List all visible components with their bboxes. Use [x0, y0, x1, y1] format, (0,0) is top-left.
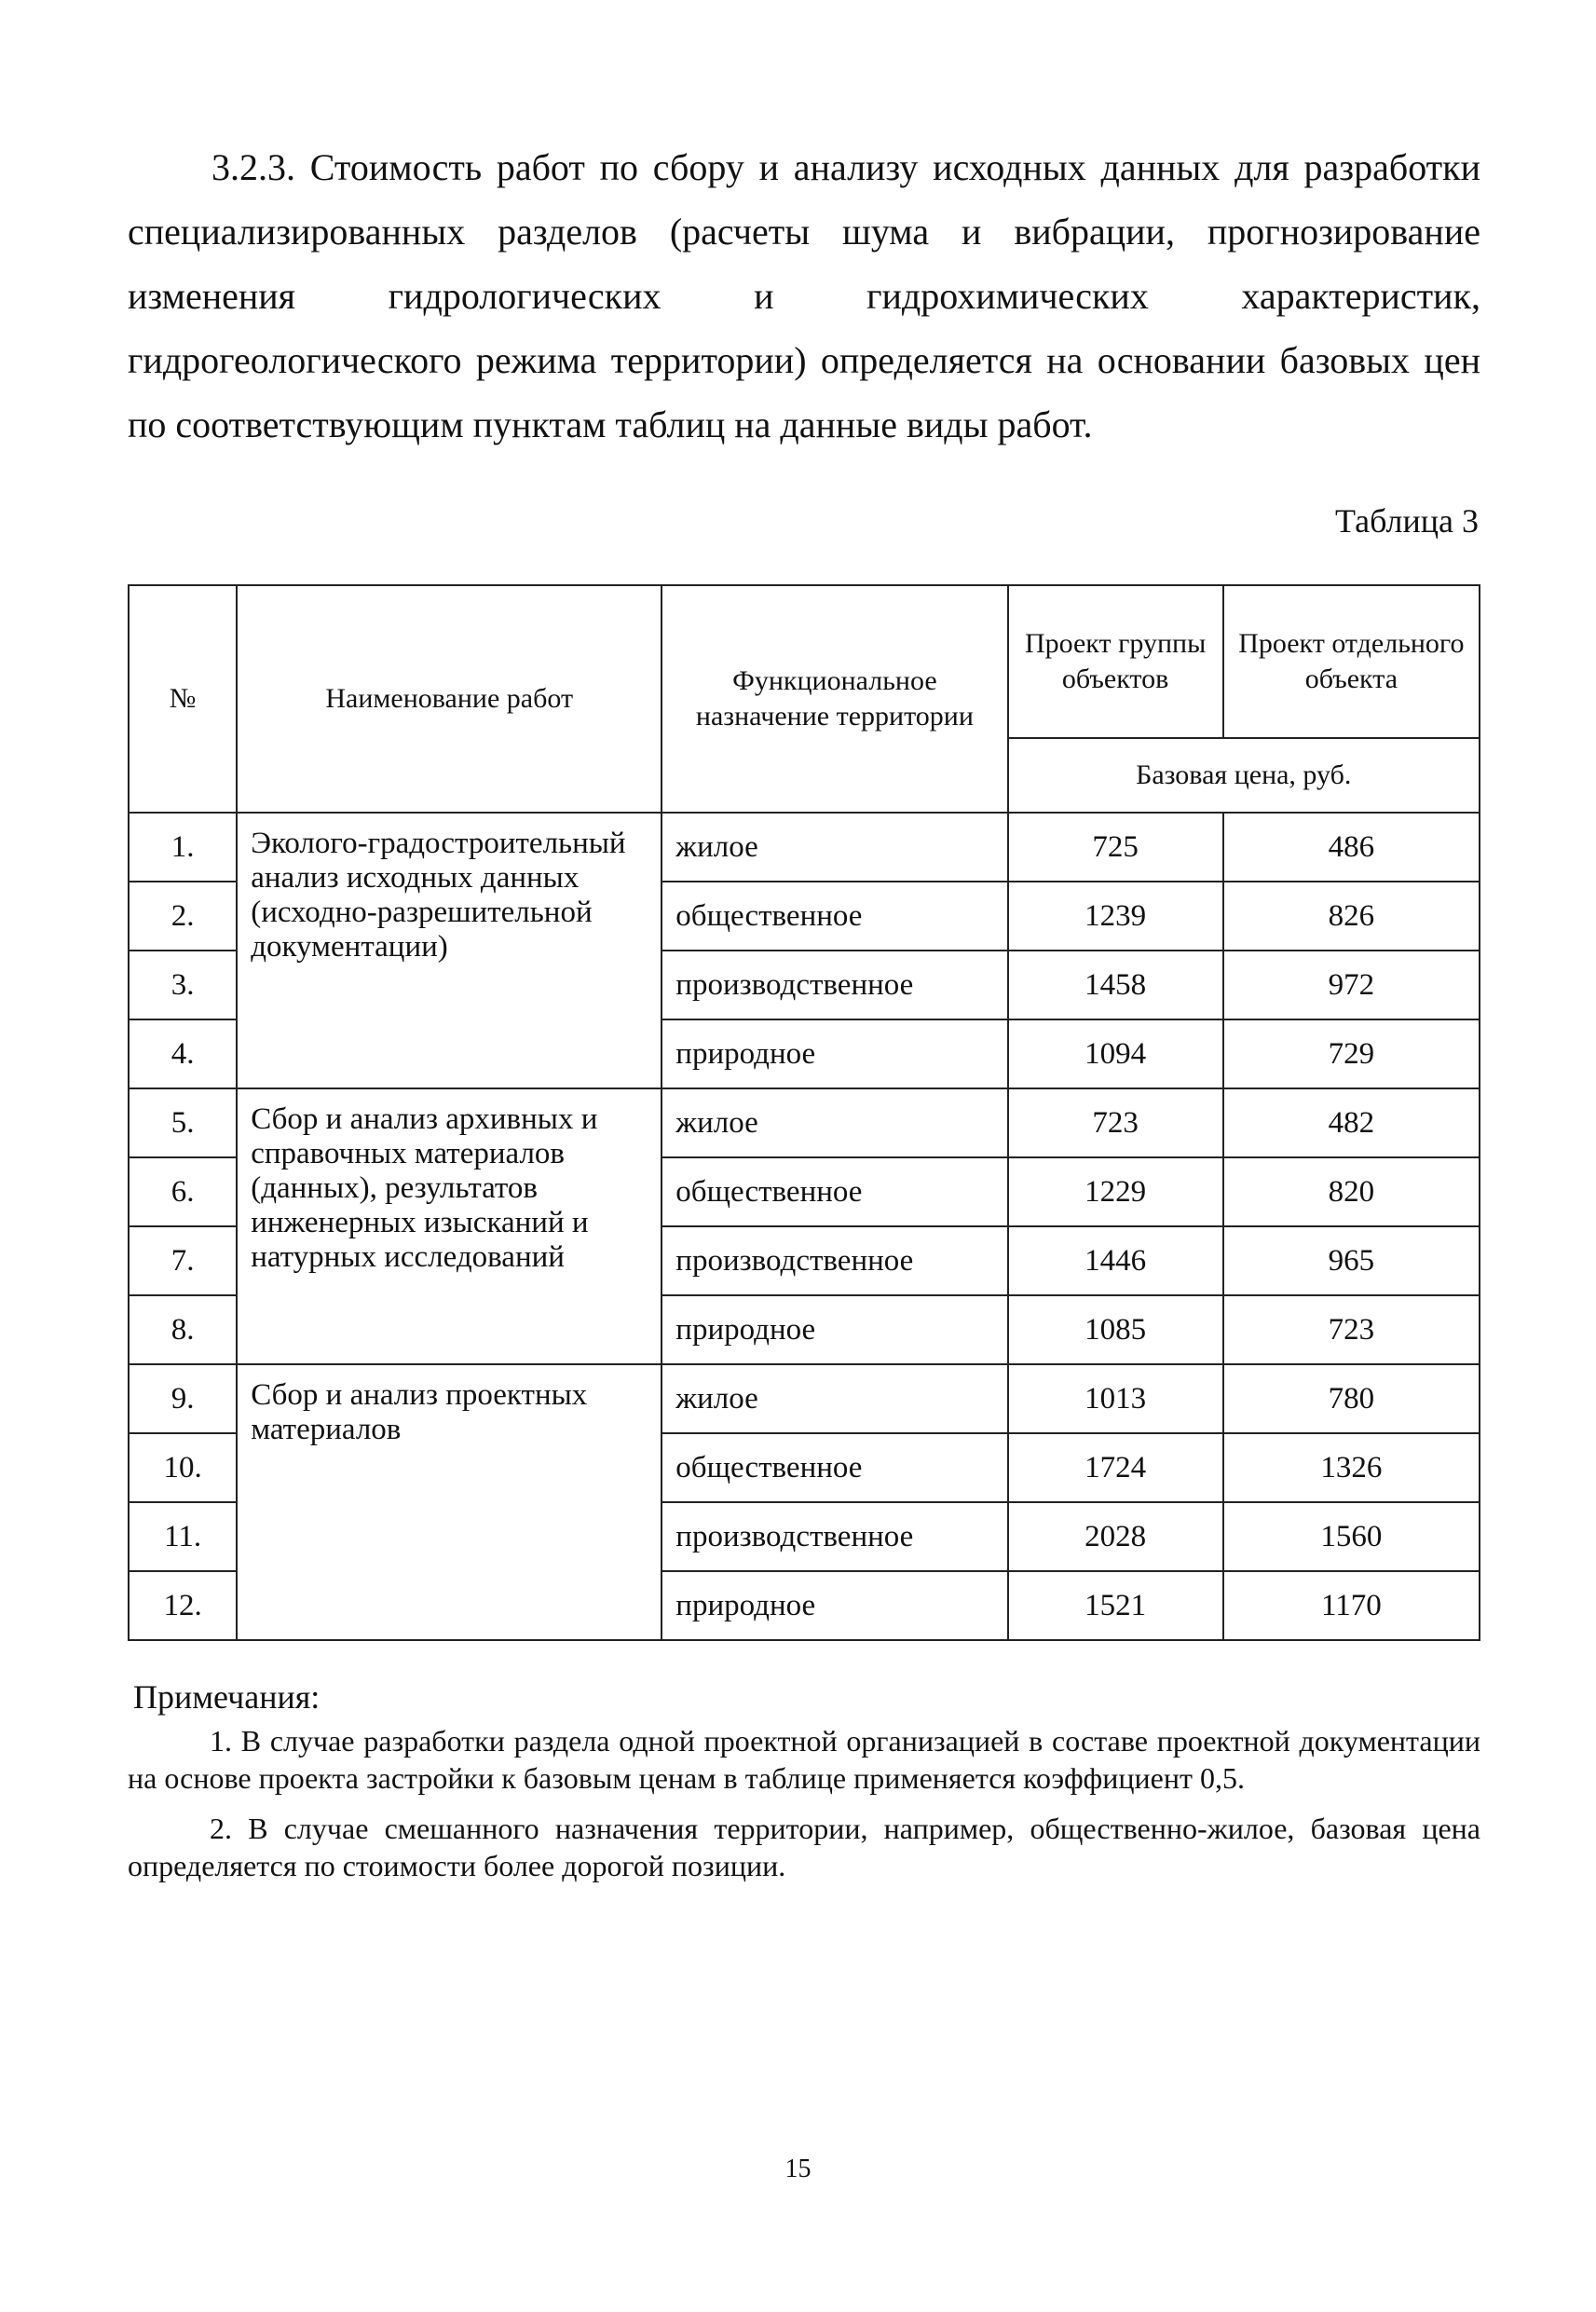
row-group-price: 1013	[1008, 1364, 1223, 1433]
note-item: 2. В случае смешанного назначения территории, например, общественно-жилое, базовая цена определяется по стоимости более дорогой позиции.	[128, 1812, 1480, 1882]
row-group-price: 1094	[1008, 1019, 1223, 1088]
row-num: 9.	[129, 1364, 237, 1433]
row-group-price: 2028	[1008, 1502, 1223, 1571]
row-group-price: 1458	[1008, 951, 1223, 1019]
row-function: жилое	[662, 813, 1007, 882]
row-function: общественное	[662, 1433, 1007, 1502]
row-group-price: 1724	[1008, 1433, 1223, 1502]
row-single-price: 780	[1223, 1364, 1480, 1433]
row-single-price: 1326	[1223, 1433, 1480, 1502]
table-row	[129, 813, 1480, 882]
row-num: 4.	[129, 1019, 237, 1088]
row-single-price: 486	[1223, 813, 1480, 882]
row-function: производственное	[662, 1502, 1007, 1571]
row-single-price: 820	[1223, 1157, 1480, 1226]
row-function: общественное	[662, 1157, 1007, 1226]
work-name-group-1: Эколого-градостроительный анализ исходных данных (исходно-разрешительной документации)	[237, 813, 662, 1088]
header-single-project: Проект отдельного объекта	[1223, 585, 1480, 738]
row-single-price: 1560	[1223, 1502, 1480, 1571]
header-group-project: Проект группы объектов	[1008, 585, 1223, 738]
table-label: Таблица 3	[1335, 502, 1479, 540]
price-table	[128, 584, 1480, 1641]
work-name-group-3: Сбор и анализ проектных материалов	[237, 1364, 662, 1640]
row-function: природное	[662, 1019, 1007, 1088]
row-num: 1.	[129, 813, 237, 882]
row-single-price: 965	[1223, 1226, 1480, 1295]
row-num: 5.	[129, 1088, 237, 1157]
table-row	[129, 1364, 1480, 1433]
row-group-price: 1521	[1008, 1571, 1223, 1640]
row-num: 10.	[129, 1433, 237, 1502]
notes-title: Примечания:	[133, 1678, 321, 1716]
row-num: 6.	[129, 1157, 237, 1226]
row-group-price: 1446	[1008, 1226, 1223, 1295]
row-num: 3.	[129, 951, 237, 1019]
row-function: производственное	[662, 1226, 1007, 1295]
row-group-price: 1239	[1008, 882, 1223, 951]
note-item: 1. В случае разработки раздела одной проектной организацией в составе проектной документации на основе проекта застройки к базовым ценам в таблице применяется коэффициент 0,5.	[128, 1724, 1480, 1795]
row-function: общественное	[662, 882, 1007, 951]
row-num: 11.	[129, 1502, 237, 1571]
row-function: жилое	[662, 1364, 1007, 1433]
notes-list	[128, 1722, 1480, 1897]
header-base-price: Базовая цена, руб.	[1008, 738, 1480, 813]
row-num: 7.	[129, 1226, 237, 1295]
page-number: 15	[784, 2155, 812, 2183]
row-num: 2.	[129, 882, 237, 951]
row-single-price: 826	[1223, 882, 1480, 951]
row-num: 12.	[129, 1571, 237, 1640]
header-num: №	[129, 585, 237, 813]
row-function: природное	[662, 1295, 1007, 1364]
row-single-price: 482	[1223, 1088, 1480, 1157]
work-name-group-2: Сбор и анализ архивных и справочных материалов (данных), результатов инженерных изысканий и натурных исследований	[237, 1088, 662, 1364]
row-function: жилое	[662, 1088, 1007, 1157]
row-single-price: 972	[1223, 951, 1480, 1019]
row-group-price: 1085	[1008, 1295, 1223, 1364]
row-group-price: 725	[1008, 813, 1223, 882]
row-function: производственное	[662, 951, 1007, 1019]
row-single-price: 1170	[1223, 1571, 1480, 1640]
row-single-price: 723	[1223, 1295, 1480, 1364]
header-func: Функциональное назначение территории	[662, 585, 1007, 813]
row-group-price: 723	[1008, 1088, 1223, 1157]
header-name: Наименование работ	[237, 585, 662, 813]
row-function: природное	[662, 1571, 1007, 1640]
row-num: 8.	[129, 1295, 237, 1364]
row-group-price: 1229	[1008, 1157, 1223, 1226]
row-single-price: 729	[1223, 1019, 1480, 1088]
intro-paragraph: 3.2.3. Стоимость работ по сбору и анализу исходных данных для разработки специализированных разделов (расчеты шума и вибрации, прогнозирование изменения гидрологических и гидрохимических характеристик, гидрогеологического режима территории) определяется на основании базовых цен по соответствующим пунктам таблиц на данные виды работ.	[128, 146, 1480, 445]
table-row	[129, 1088, 1480, 1157]
